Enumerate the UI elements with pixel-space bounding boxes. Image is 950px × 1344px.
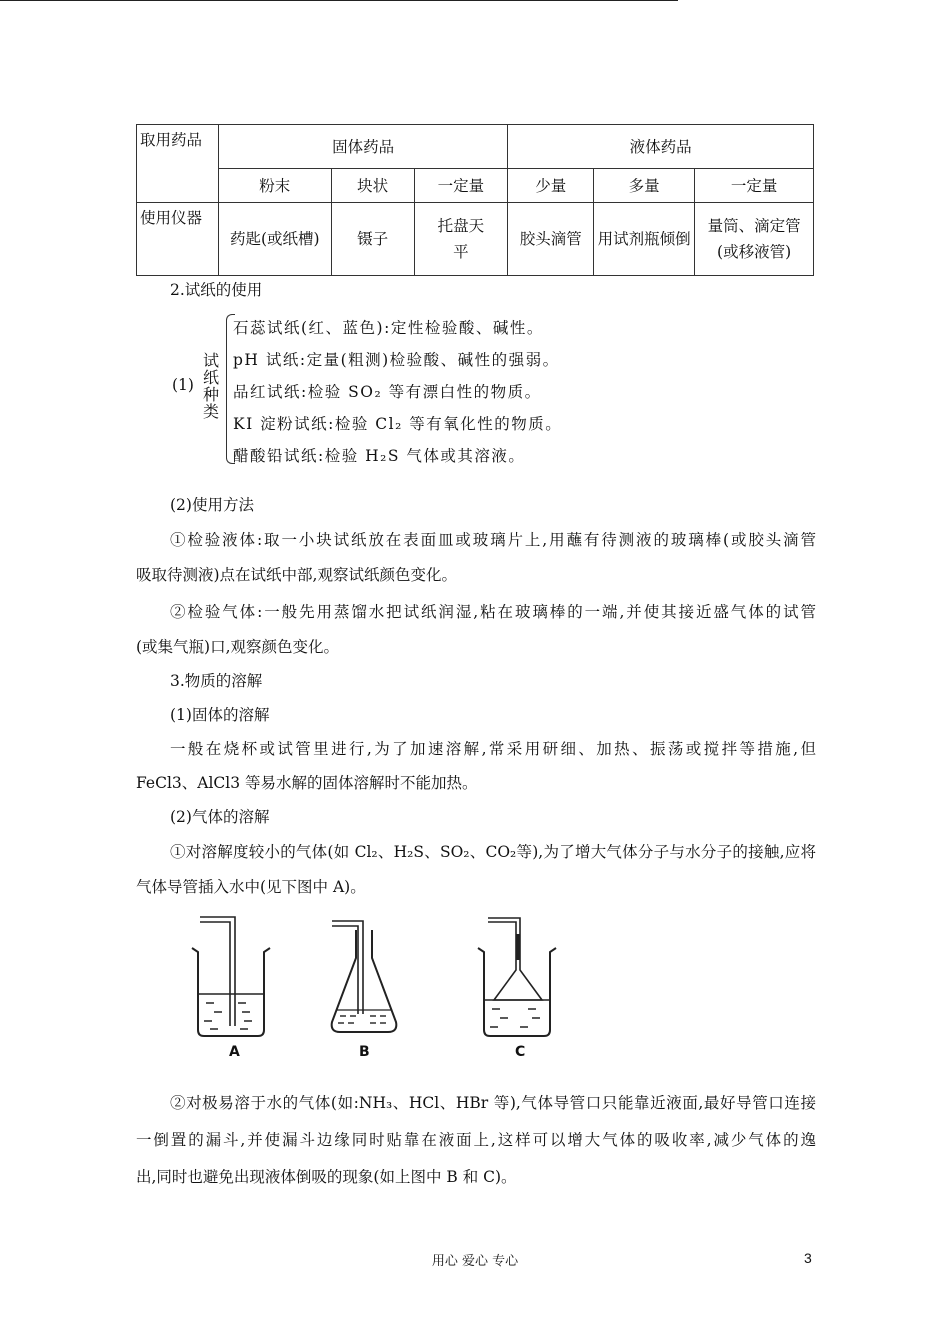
balance-line-1: 托盘天: [437, 217, 485, 235]
instrument-balance: [414, 203, 508, 276]
liquid-a: [204, 1003, 252, 1029]
row-header-take: 取用药品: [137, 125, 219, 203]
solid-dissolve-line-2: FeCl3、AlCl3 等易水解的固体溶解时不能加热。: [136, 774, 478, 792]
burette-line-1: 量筒、滴定管: [707, 217, 801, 235]
footer-slogan: 用心 爱心 专心: [431, 1254, 519, 1269]
gas-dissolve-p2-line-3: 出,同时也避免出现液体倒吸的现象(如上图中 B 和 C)。: [136, 1168, 517, 1186]
figure-label-a: A: [229, 1044, 240, 1060]
instrument-spoon: 药匙(或纸槽): [218, 203, 331, 276]
vertical-char-3: 种: [202, 385, 219, 404]
subheader-large: 多量: [594, 169, 695, 203]
section-2-title: 2.试纸的使用: [170, 281, 263, 299]
solid-dissolve-line-1: 一般在烧杯或试管里进行,为了加速溶解,常采用研细、加热、振荡或搅拌等措施,但: [170, 740, 816, 758]
group-liquid: 液体药品: [508, 125, 814, 169]
apparatus-b: [332, 921, 397, 1032]
gas-dissolve-p1-line-1: ①对溶解度较小的气体(如 Cl₂、H₂S、SO₂、CO₂等),为了增大气体分子与水分子的接触,应将: [170, 843, 816, 861]
vertical-char-1: 试: [202, 351, 219, 370]
figure-label-b: B: [359, 1044, 370, 1060]
row-header-instrument: 使用仪器: [137, 203, 219, 276]
vertical-char-2: 纸: [202, 368, 219, 387]
paper-type-magenta: 品红试纸:检验 SO₂ 等有漂白性的物质。: [233, 383, 542, 401]
liquid-c: [490, 1009, 540, 1027]
instrument-pour: 用试剂瓶倾倒: [594, 203, 695, 276]
reagent-table: [136, 124, 814, 276]
burette-line-2: (或移液管): [717, 243, 792, 261]
subheader-solid-fixed: 一定量: [414, 169, 508, 203]
paper-type-litmus: 石蕊试纸(红、蓝色):定性检验酸、碱性。: [233, 319, 544, 337]
balance-line-2: 平: [453, 243, 469, 261]
vertical-char-4: 类: [202, 402, 219, 421]
method-2-line-2: (或集气瓶)口,观察颜色变化。: [136, 638, 340, 656]
gas-dissolve-p2-line-1: ②对极易溶于水的气体(如:NH₃、HCl、HBr 等),气体导管口只能靠近液面,最好导管口连接: [170, 1094, 816, 1112]
method-2-line-1: ②检验气体:一般先用蒸馏水把试纸润湿,粘在玻璃棒的一端,并使其接近盛气体的试管: [170, 603, 816, 621]
paper-type-list: [233, 312, 562, 472]
liquid-b: [338, 1016, 386, 1023]
header-rule: [0, 0, 678, 1]
subheader-liquid-fixed: 一定量: [695, 169, 814, 203]
gas-dissolve-p2-line-2: 一倒置的漏斗,并使漏斗边缘同时贴靠在液面上,这样可以增大气体的吸收率,减少气体的逸: [136, 1131, 816, 1149]
subheader-small: 少量: [508, 169, 594, 203]
section-3-title: 3.物质的溶解: [170, 672, 263, 690]
apparatus-a: [192, 917, 270, 1036]
subheader-powder: 粉末: [218, 169, 331, 203]
usage-method-title: (2)使用方法: [170, 496, 254, 514]
instrument-burette: [695, 203, 814, 276]
group-solid: 固体药品: [218, 125, 507, 169]
sub-1-label: (1): [172, 376, 194, 394]
figure-label-c: C: [515, 1044, 526, 1060]
paper-type-ki-starch: KI 淀粉试纸:检验 Cl₂ 等有氧化性的物质。: [233, 415, 563, 433]
method-1-line-2: 吸取待测液)点在试纸中部,观察试纸颜色变化。: [136, 566, 457, 584]
instrument-tweezers: 镊子: [331, 203, 414, 276]
page-number: 3: [804, 1250, 812, 1266]
method-1-line-1: ①检验液体:取一小块试纸放在表面皿或玻璃片上,用蘸有待测液的玻璃棒(或胶头滴管: [170, 531, 816, 549]
paper-type-ph: pH 试纸:定量(粗测)检验酸、碱性的强弱。: [233, 351, 560, 369]
paper-type-lead-acetate: 醋酸铅试纸:检验 H₂S 气体或其溶液。: [233, 447, 526, 465]
apparatus-c: [478, 918, 556, 1036]
gas-dissolve-p1-line-2: 气体导管插入水中(见下图中 A)。: [136, 878, 366, 896]
gas-dissolve-title: (2)气体的溶解: [170, 808, 270, 826]
instrument-dropper: 胶头滴管: [508, 203, 594, 276]
subheader-lump: 块状: [331, 169, 414, 203]
solid-dissolve-title: (1)固体的溶解: [170, 706, 270, 724]
